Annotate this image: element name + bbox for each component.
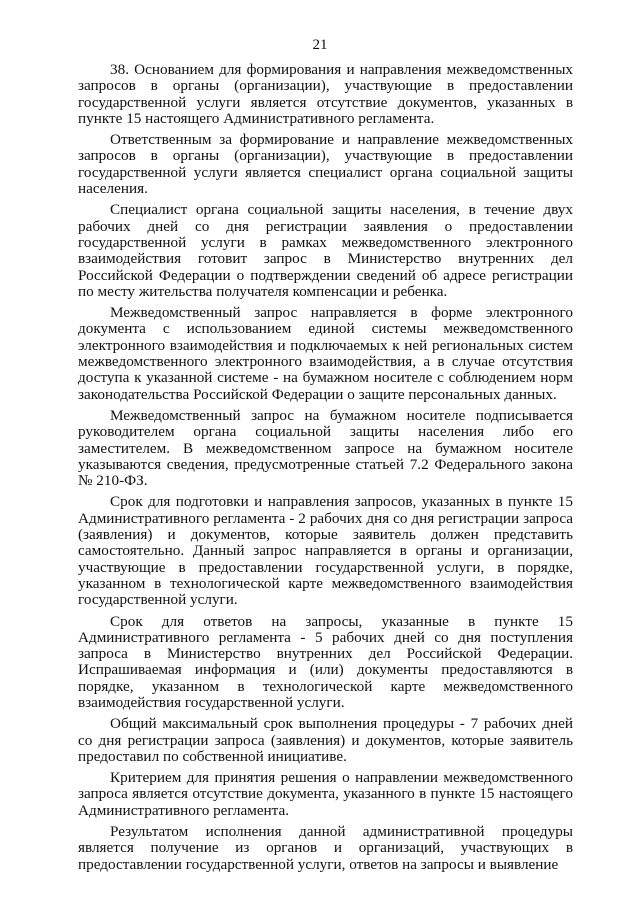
document-body xyxy=(78,62,573,878)
paragraph: Межведомственный запрос направляется в форме электронного документа с использованием единой системы межведомственного электронного взаимодействия и подключаемых к ней региональных систем межведомственного электронного взаимодействия, а в случае отсутствия доступа к указанной системе - на бумажном носителе с соблюдением норм законодательства Российской Федерации о защите персональных данных. xyxy=(78,304,573,403)
page-number: 21 xyxy=(312,37,328,53)
paragraph: 38. Основанием для формирования и направления межведомственных запросов в органы (организации), участвующие в предоставлении государственной услуги является отсутствие документов, указанных в пункте 15 настоящего Административного регламента. xyxy=(78,61,573,127)
paragraph: Срок для подготовки и направления запросов, указанных в пункте 15 Административного регламента - 2 рабочих дня со дня регистрации запроса (заявления) и документов, которые заявитель должен представить самостоятельно. Данный запрос направляется в органы и организации, участвующие в предоставлении государственной услуги, в порядке, указанном в технологической карте межведомственного взаимодействия государственной услуги. xyxy=(78,493,573,609)
paragraph: Критерием для принятия решения о направлении межведомственного запроса является отсутствие документа, указанного в пункте 15 настоящего Административного регламента. xyxy=(78,769,573,819)
paragraph: Срок для ответов на запросы, указанные в пункте 15 Административного регламента - 5 рабочих дней со дня поступления запроса в Министерство внутренних дел Российской Федерации. Испрашиваемая информация и (или) документы предоставляются в порядке, указанном в технологической карте межведомственного взаимодействия государственной услуги. xyxy=(78,612,573,711)
paragraph: Специалист органа социальной защиты населения, в течение двух рабочих дней со дня регистрации заявления о предоставлении государственной услуги в рамках межведомственного электронного взаимодействия готовит запрос в Министерство внутренних дел Российской Федерации о подтверждении сведений об адресе регистрации по месту жительства получателя компенсации и ребенка. xyxy=(78,201,573,300)
paragraph: Результатом исполнения данной административной процедуры является получение из органов и организаций, участвующих в предоставлении государственной услуги, ответов на запросы и выявление xyxy=(78,823,573,873)
paragraph: Общий максимальный срок выполнения процедуры - 7 рабочих дней со дня регистрации запроса (заявления) и документов, которые заявитель предоставил по собственной инициативе. xyxy=(78,715,573,765)
paragraph: Ответственным за формирование и направление межведомственных запросов в органы (организации), участвующие в предоставлении государственной услуги является специалист органа социальной защиты населения. xyxy=(78,131,573,198)
paragraph: Межведомственный запрос на бумажном носителе подписывается руководителем органа социальной защиты населения либо его заместителем. В межведомственном запросе на бумажном носителе указываются сведения, предусмотренные статьей 7.2 Федерального закона № 210-ФЗ. xyxy=(78,406,573,490)
